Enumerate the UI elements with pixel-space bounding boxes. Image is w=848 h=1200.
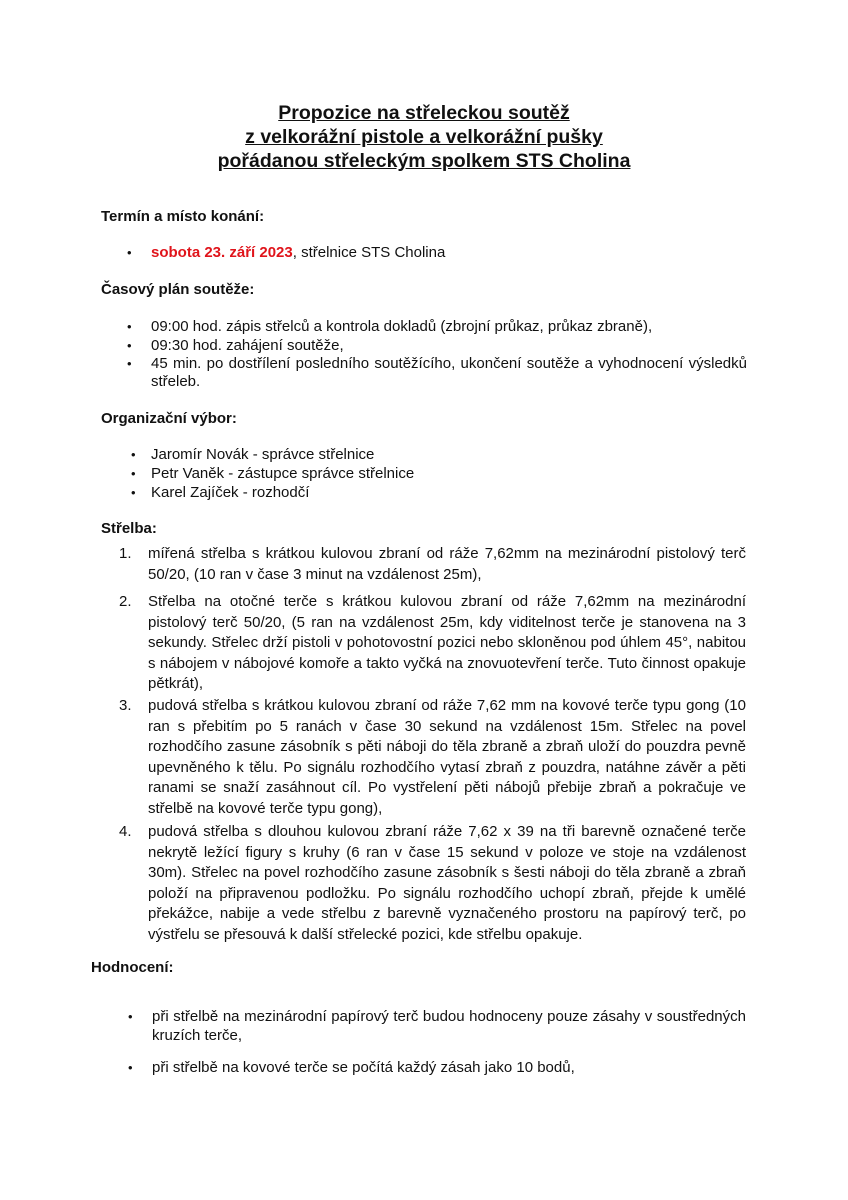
- date-highlight: sobota 23. září 2023: [151, 244, 293, 261]
- plan-item: • 09:30 hod. zahájení soutěže,: [127, 337, 344, 354]
- plan-item: • 09:00 hod. zápis střelců a kontrola dokladů (zbrojní průkaz, průkaz zbraně),: [127, 318, 653, 335]
- document-title: [0, 101, 848, 173]
- heading-termin: Termín a místo konání:: [101, 208, 265, 225]
- strelba-item: 4. pudová střelba s dlouhou kulovou zbraní ráže 7,62 x 39 na tři barevně označené terče nekrytě ležící figury s kruhy (6 ran v čase 15 sekund v poloze ve stoje na vzdálenost 30m). Střelec na povel rozhodčího zasune zásobník s šesti náboji do těla zbraně a zbraň položí na připravenou podložku. Po signálu rozhodčího uchopí zbraň, přejde k umělé překážce, nabije a vede střelbu z barevně vyznačeného prostoru na papírový terč, po výstřelu se přesouvá k další střelecké pozici, kde střelbu opakuje.: [119, 823, 746, 943]
- bullet-icon: •: [127, 356, 132, 371]
- bullet-icon: •: [131, 447, 136, 462]
- plan-item: • 45 min. po dostřílení posledního soutěžícího, ukončení soutěže a vyhodnocení výsledků střeleb.: [127, 355, 747, 390]
- heading-hodnoceni: Hodnocení:: [91, 959, 174, 976]
- bullet-icon: •: [128, 1060, 133, 1075]
- vybor-item: • Jaromír Novák - správce střelnice: [131, 446, 375, 463]
- vybor-item: • Petr Vaněk - zástupce správce střelnice: [131, 465, 415, 482]
- strelba-item: 1. mířená střelba s krátkou kulovou zbraní od ráže 7,62mm na mezinárodní pistolový terč 50/20, (10 ran v čase 3 minut na vzdálenost 25m),: [119, 545, 746, 583]
- strelba-item: 2. Střelba na otočné terče s krátkou kulovou zbraní od ráže 7,62mm na mezinárodní pistolový terč 50/20, (5 ran na vzdálenost 25m, kdy viditelnost terče je stanovena na 3 sekundy. Střelec drží pistoli v pohotovostní pozici nebo skloněnou pod úhlem 45°, nabitou s nábojem v nábojové komoře a takto vyčká na znovuotevření terče. Tuto činnost opakuje pětkrát),: [119, 593, 746, 692]
- title-line-1: Propozice na střeleckou soutěž: [278, 102, 570, 124]
- title-line-2: z velkorážní pistole a velkorážní pušky: [245, 126, 603, 148]
- heading-strelba: Střelba:: [101, 520, 157, 537]
- heading-vybor: Organizační výbor:: [101, 410, 237, 427]
- bullet-icon: •: [128, 1009, 133, 1024]
- bullet-icon: •: [131, 466, 136, 481]
- heading-casovy-plan: Časový plán soutěže:: [101, 281, 255, 298]
- hodnoceni-item: • při střelbě na kovové terče se počítá každý zásah jako 10 bodů,: [128, 1059, 575, 1076]
- bullet-icon: •: [131, 485, 136, 500]
- strelba-item: 3. pudová střelba s krátkou kulovou zbraní od ráže 7,62 mm na kovové terče typu gong (10 ran s přebitím po 5 ranách v čase 30 sekund na vzdálenost 15m. Střelec na povel rozhodčího zasune zásobník s pěti náboji do těla zbraně a zbraň uloží do pouzdra pevně upevněného k tělu. Po signálu rozhodčího vytasí zbraň z pouzdra, natáhne závěr a pěti ranami se snaží zasáhnout cíl. Po vystřelení pěti nábojů přebije zbraň a pokračuje ve střelbě na kovové terče typu gong),: [119, 697, 746, 817]
- bullet-icon: •: [127, 338, 132, 353]
- hodnoceni-item: • při střelbě na mezinárodní papírový terč budou hodnoceny pouze zásahy v soustředných kruzích terče,: [128, 1008, 746, 1044]
- bullet-icon: •: [127, 245, 132, 260]
- bullet-icon: •: [127, 319, 132, 334]
- title-line-3: pořádanou střeleckým spolkem STS Cholina: [217, 150, 631, 172]
- place-text: , střelnice STS Cholina: [292, 244, 446, 261]
- vybor-item: • Karel Zajíček - rozhodčí: [131, 484, 310, 501]
- termin-item: [127, 243, 751, 263]
